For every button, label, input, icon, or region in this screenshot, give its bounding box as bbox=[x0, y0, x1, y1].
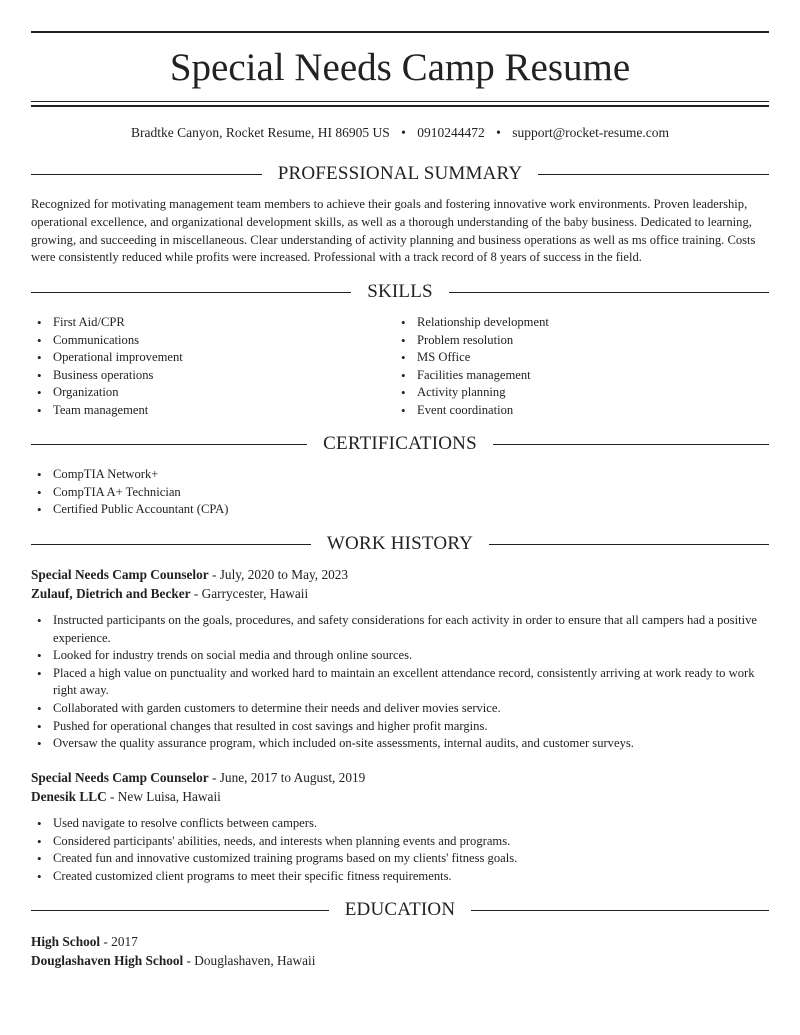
summary-heading bbox=[31, 162, 769, 186]
education-year: - 2017 bbox=[100, 934, 138, 949]
job-company: Zulauf, Dietrich and Becker bbox=[31, 585, 191, 601]
skills-heading-label: SKILLS bbox=[367, 281, 433, 302]
job-duty: • Instructed participants on the goals, procedures, and safety considerations for each activity in order to ensure that all campers had a positive experience. bbox=[31, 612, 769, 647]
work-history-heading bbox=[31, 532, 769, 556]
title-divider-thick bbox=[31, 105, 769, 107]
certification-item: • CompTIA A+ Technician bbox=[31, 484, 531, 502]
certifications-list bbox=[31, 466, 531, 519]
skill-item: • Business operations bbox=[31, 367, 371, 385]
education-degree: High School bbox=[31, 934, 101, 949]
contact-address: Bradtke Canyon, Rocket Resume, HI 86905 US bbox=[131, 125, 390, 140]
job-duty: • Created customized client programs to meet their specific fitness requirements. bbox=[31, 868, 769, 886]
education-heading bbox=[31, 898, 769, 922]
summary-heading-label: PROFESSIONAL SUMMARY bbox=[277, 163, 523, 184]
top-divider bbox=[31, 31, 769, 33]
job-entry bbox=[31, 769, 769, 885]
job-role: Special Needs Camp Counselor bbox=[31, 567, 209, 582]
skill-item: • Organization bbox=[31, 384, 371, 402]
heading-rule bbox=[493, 444, 769, 445]
job-duties-list bbox=[31, 612, 769, 753]
heading-rule bbox=[471, 910, 769, 911]
education-entry bbox=[31, 933, 769, 970]
skills-list-right bbox=[395, 314, 735, 420]
heading-rule bbox=[31, 910, 329, 911]
heading-rule bbox=[489, 544, 769, 545]
job-entry bbox=[31, 566, 769, 753]
job-duty: • Placed a high value on punctuality and worked hard to maintain an excellent attendance record, consistently arriving at work ready to work right away. bbox=[31, 665, 769, 700]
job-title-line bbox=[31, 566, 769, 585]
contact-separator: • bbox=[496, 125, 501, 140]
skill-item: • Activity planning bbox=[395, 384, 735, 402]
skill-item: • MS Office bbox=[395, 349, 735, 367]
skill-item: • Operational improvement bbox=[31, 349, 371, 367]
job-company: Denesik LLC bbox=[31, 788, 107, 804]
skill-item: • Event coordination bbox=[395, 402, 735, 420]
skill-item: • Communications bbox=[31, 332, 371, 350]
certification-item: • Certified Public Accountant (CPA) bbox=[31, 501, 531, 519]
skill-item: • Team management bbox=[31, 402, 371, 420]
job-duty: • Pushed for operational changes that resulted in cost savings and higher profit margins. bbox=[31, 718, 769, 736]
job-duty: • Used navigate to resolve conflicts between campers. bbox=[31, 815, 769, 833]
skill-item: • Relationship development bbox=[395, 314, 735, 332]
contact-separator: • bbox=[401, 125, 406, 140]
job-dates: - June, 2017 to August, 2019 bbox=[208, 770, 366, 785]
skills-list-left bbox=[31, 314, 371, 420]
heading-rule bbox=[449, 292, 769, 293]
certification-item: • CompTIA Network+ bbox=[31, 466, 531, 484]
education-location: - Douglashaven, Hawaii bbox=[183, 952, 316, 968]
contact-phone: 0910244472 bbox=[417, 125, 485, 140]
job-company-line bbox=[31, 585, 769, 604]
summary-text: Recognized for motivating management team members to achieve their goals and fostering innovative work environments. Proven leadership, operational excellence, and organizational development skills, as well as a thorough understanding of the baby business. Dedicated to learning, growing, and succeeding in miscellaneous. Clear understanding of activity planning and business operations as well as ms office training. Costs were consistently reduced while profits were increased. Professional with a track record of 8 years of success in the field. bbox=[31, 197, 756, 265]
skill-item: • Facilities management bbox=[395, 367, 735, 385]
skill-item: • First Aid/CPR bbox=[31, 314, 371, 332]
job-duty: • Created fun and innovative customized training programs based on my clients' fitness goals. bbox=[31, 850, 769, 868]
heading-rule bbox=[538, 174, 769, 175]
education-school: Douglashaven High School bbox=[31, 952, 184, 968]
education-heading-label: EDUCATION bbox=[344, 899, 456, 920]
job-duty: • Looked for industry trends on social media and through online sources. bbox=[31, 647, 769, 665]
job-role: Special Needs Camp Counselor bbox=[31, 770, 209, 785]
certifications-heading-label: CERTIFICATIONS bbox=[323, 433, 477, 454]
heading-rule bbox=[31, 544, 311, 545]
job-dates: - July, 2020 to May, 2023 bbox=[208, 567, 349, 582]
title-divider bbox=[31, 101, 769, 102]
job-location: - New Luisa, Hawaii bbox=[106, 788, 221, 804]
resume-title: Special Needs Camp Resume bbox=[169, 46, 631, 89]
job-duty: • Oversaw the quality assurance program, which included on-site assessments, internal audits, and customer surveys. bbox=[31, 735, 769, 753]
education-degree-line bbox=[31, 933, 769, 952]
certifications-heading bbox=[31, 432, 769, 456]
education-school-line bbox=[31, 952, 769, 971]
contact-line bbox=[31, 124, 769, 142]
heading-rule bbox=[31, 174, 262, 175]
heading-rule bbox=[31, 292, 351, 293]
contact-email: support@rocket-resume.com bbox=[512, 125, 669, 140]
skills-heading bbox=[31, 280, 769, 304]
job-duty: • Considered participants' abilities, needs, and interests when planning events and programs. bbox=[31, 833, 769, 851]
job-location: - Garrycester, Hawaii bbox=[190, 585, 309, 601]
job-title-line bbox=[31, 769, 769, 788]
job-duty: • Collaborated with garden customers to determine their needs and deliver movies service. bbox=[31, 700, 769, 718]
skill-item: • Problem resolution bbox=[395, 332, 735, 350]
work-history-heading-label: WORK HISTORY bbox=[326, 533, 474, 554]
job-duties-list bbox=[31, 815, 769, 885]
job-company-line bbox=[31, 788, 769, 807]
heading-rule bbox=[31, 444, 307, 445]
